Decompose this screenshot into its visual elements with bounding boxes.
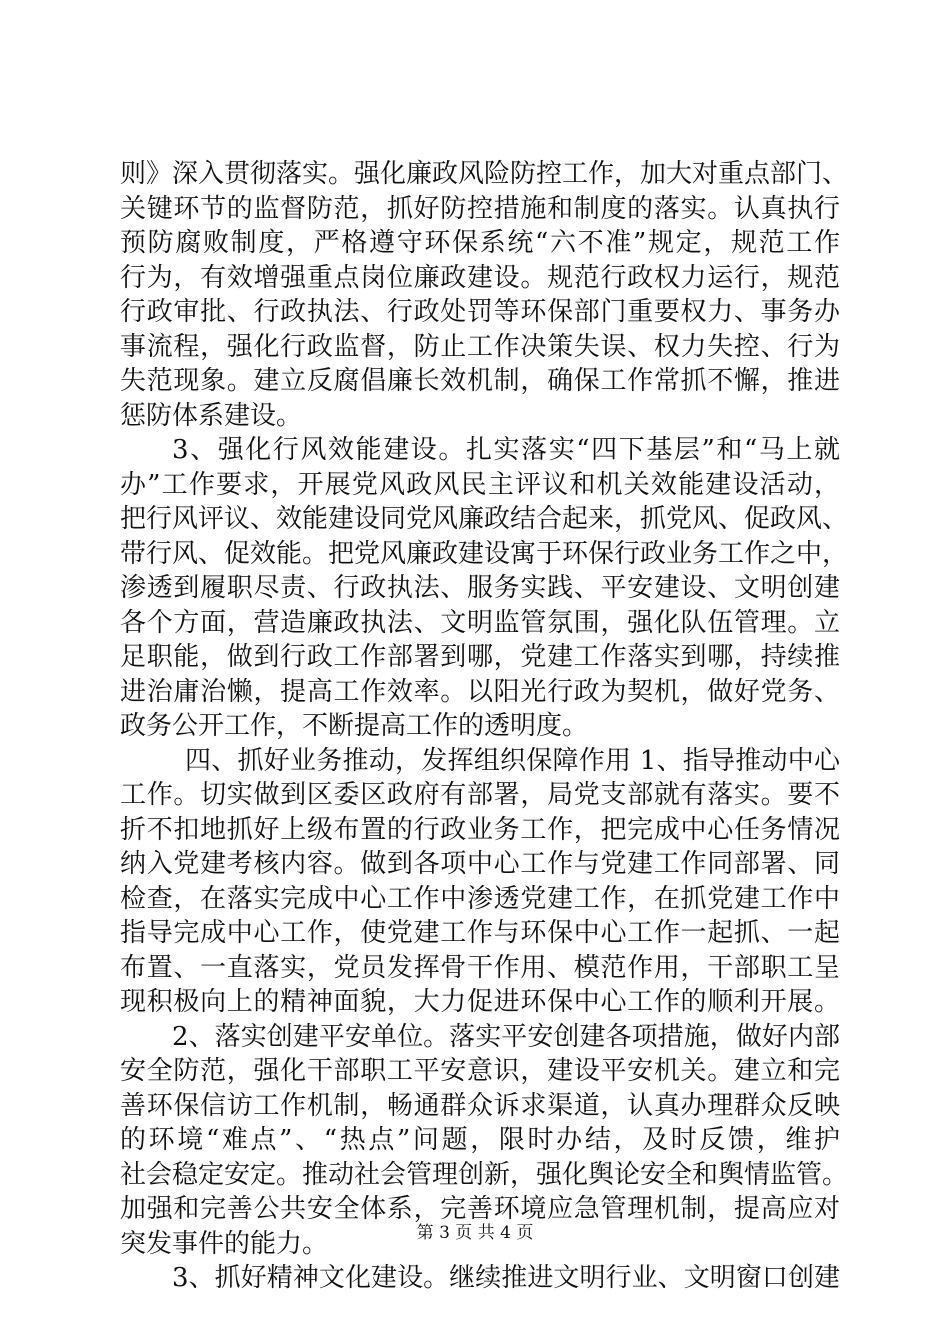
text-line: 则》深入贯彻落实。强化廉政风险防控工作，加大对重点部门、 [120,159,849,189]
text-line: 事流程，强化行政监督，防止工作决策失误、权力失控、行为 [120,331,840,362]
text-line: 行政审批、行政执法、行政处罚等环保部门重要权力、事务办 [120,297,840,327]
text-line: 善环保信访工作机制，畅通群众诉求渠道，认真办理群众反映 [120,1090,840,1121]
document-body [120,157,849,1296]
text-line: 的环境“难点”、“热点”问题，限时办结，及时反馈，维护 [120,1125,840,1155]
text-line: 足职能，做到行政工作部署到哪，党建工作落实到哪，持续推 [120,642,840,672]
text-line: 带行风、促效能。把党风廉政建设寓于环保行政业务工作之中， [120,538,849,569]
text-line: 3、抓好精神文化建设。继续推进文明行业、文明窗口创建 [172,1263,840,1293]
text-line: 2、落实创建平安单位。落实平安创建各项措施，做好内部 [172,1021,840,1052]
text-line: 加强和完善公共安全体系，完善环境应急管理机制，提高应对 [120,1194,840,1224]
text-line: 工作。切实做到区委区政府有部署，局党支部就有落实。要不 [120,780,840,810]
text-line: 办”工作要求，开展党风政风民主评议和机关效能建设活动， [120,469,840,500]
text-line: 惩防体系建设。 [120,400,303,431]
text-line: 3、强化行风效能建设。扎实落实“四下基层”和“马上就 [172,435,840,465]
text-line: 政务公开工作，不断提高工作的透明度。 [120,711,589,741]
text-line: 关键环节的监督防范，抓好防控措施和制度的落实。认真执行 [120,193,840,224]
text-line: 现积极向上的精神面貌，大力促进环保中心工作的顺利开展。 [120,987,840,1017]
text-line: 纳入党建考核内容。做到各项中心工作与党建工作同部署、同 [120,849,840,879]
text-line: 预防腐败制度，严格遵守环保系统“六不准”规定，规范工作 [120,228,840,258]
page-footer: 第 3 页 共 4 页 [416,1223,534,1243]
text-line: 失范现象。建立反腐倡廉长效机制，确保工作常抓不懈，推进 [120,366,840,396]
text-line: 社会稳定安定。推动社会管理创新，强化舆论安全和舆情监管。 [120,1159,849,1190]
text-line: 指导完成中心工作，使党建工作与环保中心工作一起抓、一起 [120,918,840,948]
text-line: 四、抓好业务推动，发挥组织保障作用 1、指导推动中心 [185,745,840,776]
text-line: 检查，在落实完成中心工作中渗透党建工作，在抓党建工作中 [120,883,840,914]
text-line: 安全防范，强化干部职工平安意识，建设平安机关。建立和完 [120,1056,840,1086]
text-line: 折不扣地抓好上级布置的行政业务工作，把完成中心任务情况 [120,814,840,845]
text-line: 突发事件的能力。 [120,1228,329,1259]
text-line: 进治庸治懒，提高工作效率。以阳光行政为契机，做好党务、 [120,676,840,707]
text-line: 各个方面，营造廉政执法、文明监管氛围，强化队伍管理。立 [120,607,840,638]
text-line: 行为，有效增强重点岗位廉政建设。规范行政权力运行，规范 [120,262,840,293]
text-line: 把行风评议、效能建设同党风廉政结合起来，抓党风、促政风、 [120,504,849,534]
text-line: 布置、一直落实，党员发挥骨干作用、模范作用，干部职工呈 [120,952,840,983]
text-line: 渗透到履职尽责、行政执法、服务实践、平安建设、文明创建 [120,573,840,603]
